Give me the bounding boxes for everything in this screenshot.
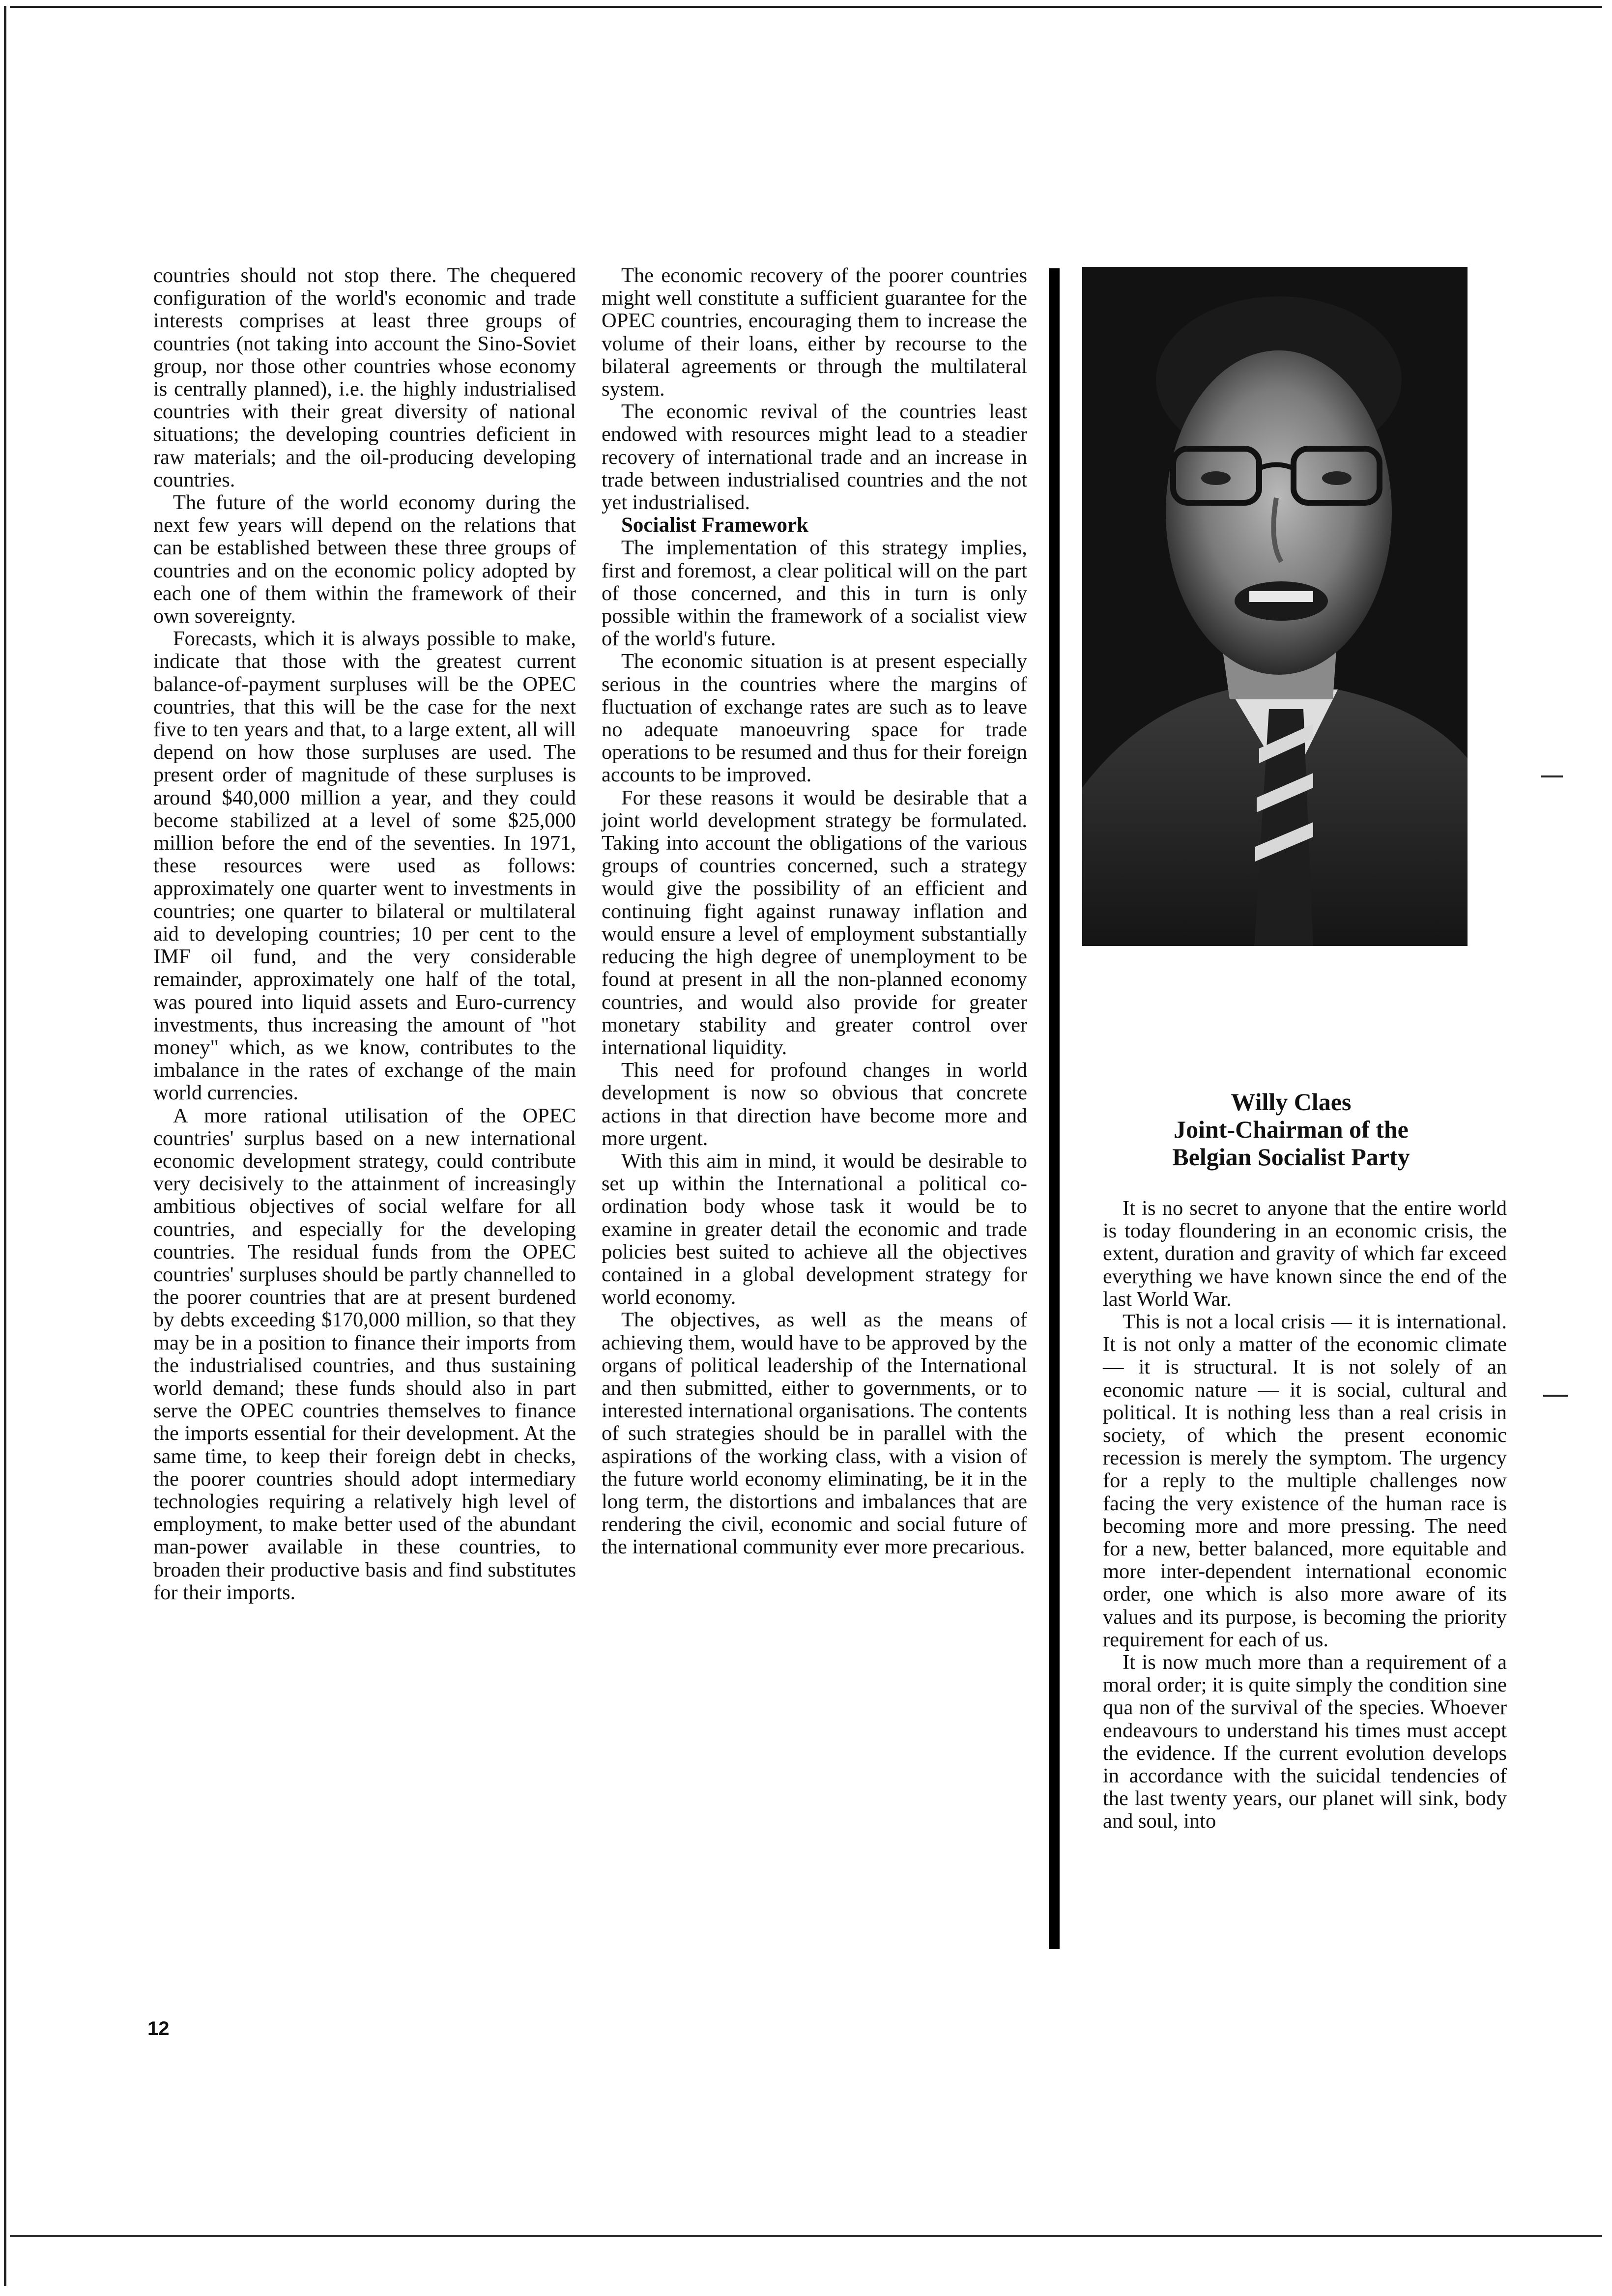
paragraph: This is not a local crisis — it is international. It is not only a matter of the economic climate — it is structural. It is not solely of an economic nature — it is social, cultural and political. It is nothing less than a real crisis in society, of which the present economic recession is merely the symptom. The urgency for a reply to the multiple challenges now facing the very existence of the human race is becoming more and more pressing. The need for a new, better balanced, more equitable and more inter-dependent international economic order, one which is also more aware of its values and its purpose, is becoming the priority requirement for each of us. bbox=[1103, 1310, 1507, 1651]
paragraph: The economic situation is at present especially serious in the countries where the margins of fluctuation of exchange rates are such as to leave no adequate manoeuvring space for trade operations to be resumed and thus for their foreign accounts to be improved. bbox=[602, 650, 1027, 787]
margin-mark bbox=[1543, 1395, 1568, 1397]
top-border-rule bbox=[10, 6, 1602, 8]
paragraph: countries should not stop there. The chequered configuration of the world's economic and trade interests comprises at least three groups of countries (not taking into account the Sino-Soviet group, nor those other countries whose economy is centrally planned), i.e. the highly industrialised countries with their great diversity of national situations; the developing countries deficient in raw materials; and the oil-producing developing countries. bbox=[153, 264, 576, 491]
portrait-image bbox=[1082, 267, 1468, 946]
column-divider-bar bbox=[1049, 268, 1060, 1949]
paragraph: The economic recovery of the poorer countries might well constitute a sufficient guarantee for the OPEC countries, encouraging them to increase the volume of their loans, either by recourse to the bilateral agreements or through the multilateral system. bbox=[602, 264, 1027, 401]
caption-title-line: Joint-Chairman of the bbox=[1174, 1116, 1409, 1143]
paragraph: It is no secret to anyone that the entire world is today floundering in an economic crisis, the extent, duration and gravity of which far exceed everything we have known since the end of the last World War. bbox=[1103, 1197, 1507, 1311]
paragraph: The economic revival of the countries least endowed with resources might lead to a steadier recovery of international trade and an increase in trade between industrialised countries and the not yet industrialised. bbox=[602, 400, 1027, 515]
left-border-rule bbox=[4, 6, 6, 2286]
paragraph: The objectives, as well as the means of achieving them, would have to be approved by the organs of political leadership of the International and then submitted, either to governments, or to interested international organisations. The contents of such strategies should be in parallel with the aspirations of the working class, with a vision of the future world economy eliminating, be it in the long term, the distortions and imbalances that are rendering the civil, economic and social future of the international community ever more precarious. bbox=[602, 1308, 1027, 1559]
text-column-1 bbox=[153, 264, 576, 1604]
page-number: 12 bbox=[147, 2018, 170, 2039]
section-heading: Socialist Framework bbox=[621, 514, 808, 537]
margin-mark bbox=[1541, 775, 1563, 777]
bottom-border-rule bbox=[10, 2235, 1602, 2237]
paragraph: It is now much more than a requirement of a moral order; it is quite simply the condition sine qua non of the survival of the species. Whoever endeavours to understand his times must accept the evidence. If the current evolution develops in accordance with the suicidal tendencies of the last twenty years, our planet will sink, body and soul, into bbox=[1103, 1651, 1507, 1833]
text-column-3 bbox=[1103, 1197, 1507, 1833]
caption-title-line: Belgian Socialist Party bbox=[1172, 1143, 1410, 1171]
paragraph: This need for profound changes in world development is now so obvious that concrete actions in that direction have become more and more urgent. bbox=[602, 1059, 1027, 1150]
paragraph: The implementation of this strategy implies, first and foremost, a clear political will on the part of those concerned, and this in turn is only possible within the framework of a socialist view of the world's future. bbox=[602, 536, 1027, 651]
paragraph: A more rational utilisation of the OPEC countries' surplus based on a new international economic development strategy, could contribute very decisively to the attainment of increasingly ambitious objectives of social welfare for all countries, and especially for the developing countries. The residual funds from the OPEC countries' surpluses should be partly channelled to the poorer countries that are at present burdened by debts exceeding $170,000 million, so that they may be in a position to finance their imports from the industrialised countries, and thus sustaining world demand; these funds should also in part serve the OPEC countries themselves to finance the imports essential for their development. At the same time, to keep their foreign debt in checks, the poorer countries should adopt intermediary technologies requiring a relatively high level of employment, to make better used of the abundant man-power available in these countries, to broaden their productive basis and find substitutes for their imports. bbox=[153, 1104, 576, 1604]
paragraph: The future of the world economy during the next few years will depend on the relations that can be established between these three groups of countries and on the economic policy adopted by each one of them within the framework of their own sovereignty. bbox=[153, 491, 576, 628]
paragraph: Forecasts, which it is always possible to make, indicate that those with the greatest current balance-of-payment surpluses will be the OPEC countries, that this will be the case for the next five to ten years and that, to a large extent, all will depend on how those surpluses are used. The present order of magnitude of these surpluses is around $40,000 million a year, and they could become stabilized at a level of some $25,000 million before the end of the seventies. In 1971, these resources were used as follows: approximately one quarter went to investments in countries; one quarter to bilateral or multilateral aid to developing countries; 10 per cent to the IMF oil fund, and the very considerable remainder, approximately one half of the total, was poured into liquid assets and Euro-currency investments, thus increasing the amount of "hot money" which, as we know, contributes to the imbalance in the rates of exchange of the main world currencies. bbox=[153, 627, 576, 1105]
photo-caption bbox=[1082, 1088, 1500, 1171]
caption-name: Willy Claes bbox=[1231, 1088, 1352, 1116]
paragraph: With this aim in mind, it would be desirable to set up within the International a political co-ordination body whose task it would be to examine in greater detail the economic and trade policies best suited to achieve all the objectives contained in a global development strategy for world economy. bbox=[602, 1149, 1027, 1309]
text-column-2 bbox=[602, 264, 1027, 1559]
paragraph: For these reasons it would be desirable that a joint world development strategy be formulated. Taking into account the obligations of the various groups of countries concerned, such a strategy would give the possibility of an efficient and continuing fight against runaway inflation and would ensure a level of employment substantially reducing the high degree of unemployment to be found at present in all the non-planned economy countries, and would also provide for greater monetary stability and greater control over international liquidity. bbox=[602, 786, 1027, 1059]
portrait-photo bbox=[1082, 267, 1468, 946]
